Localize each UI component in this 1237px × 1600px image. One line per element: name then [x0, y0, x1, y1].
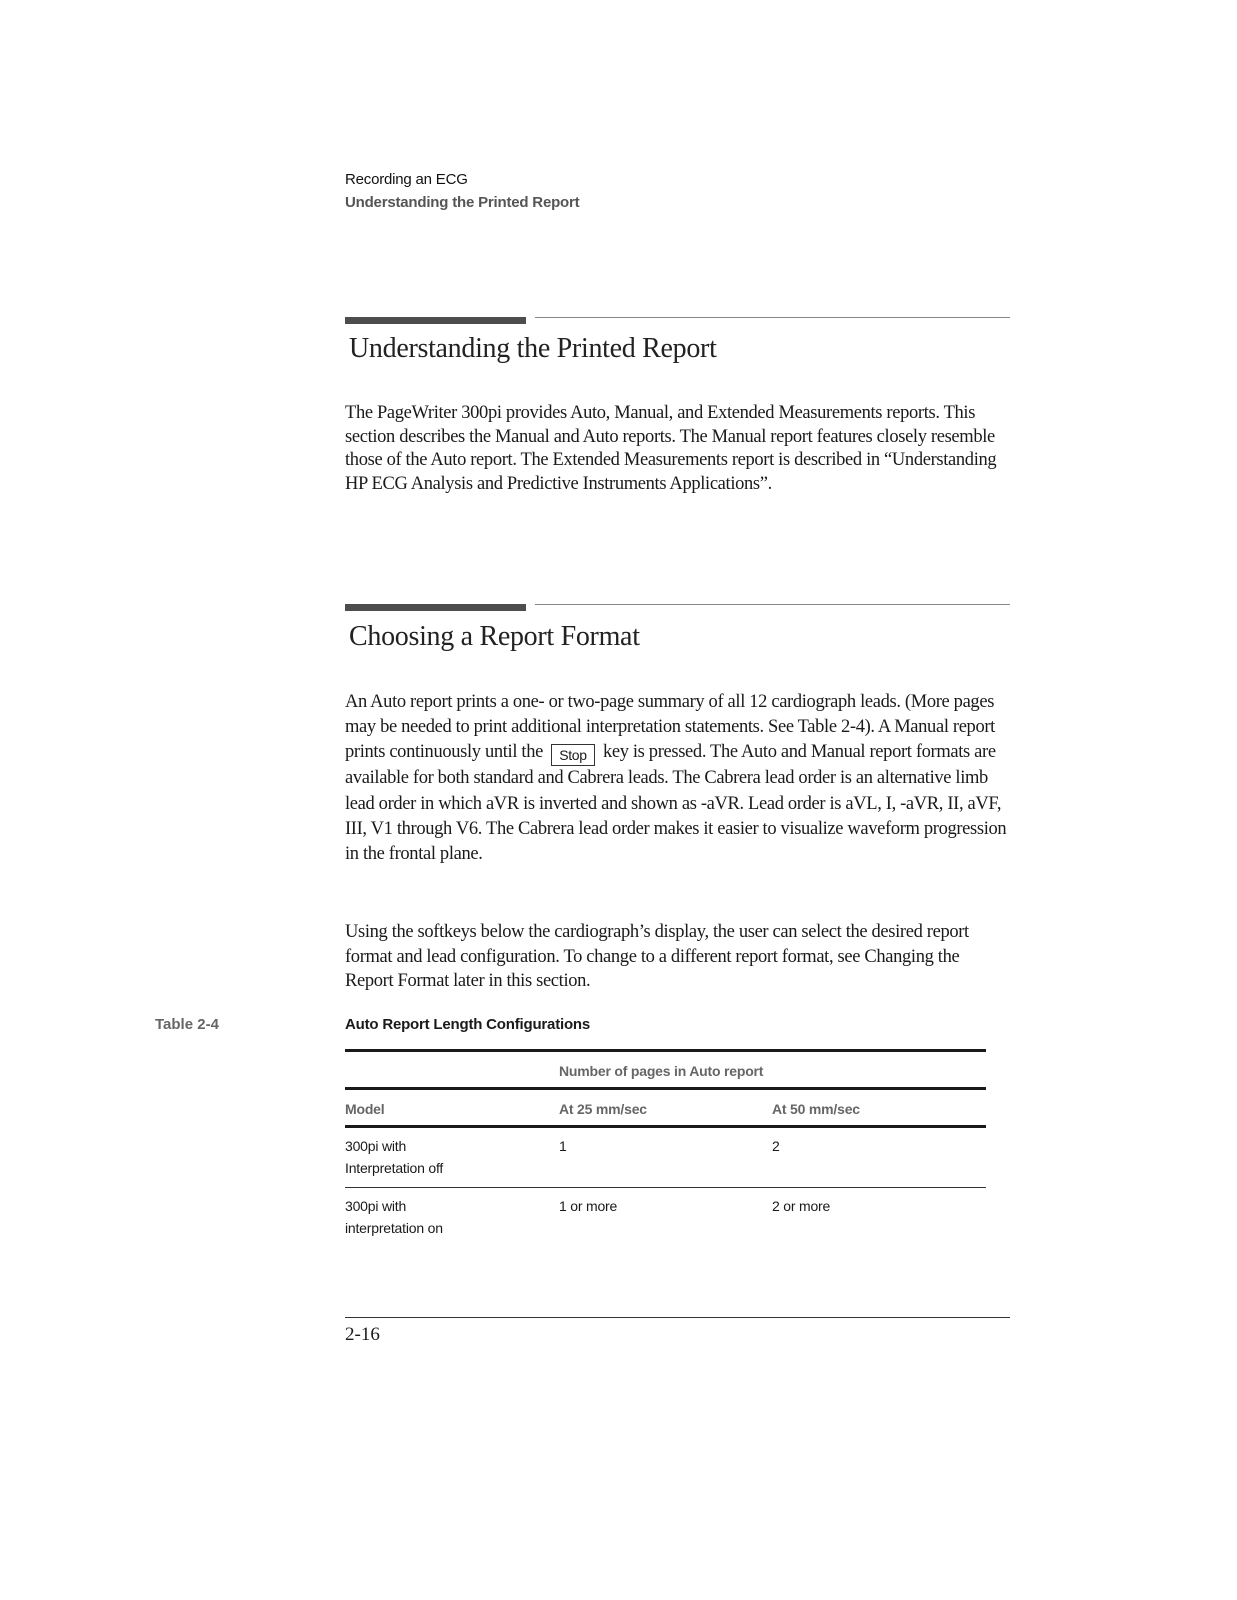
- table-cell-at25: 1: [559, 1138, 567, 1154]
- section-divider-thick: [345, 317, 526, 324]
- section-divider: [345, 604, 1010, 612]
- model-line: 300pi with: [345, 1198, 407, 1214]
- section-divider-thick: [345, 604, 526, 611]
- table-group-header: Number of pages in Auto report: [559, 1063, 764, 1079]
- table-cell-model: [345, 1195, 559, 1239]
- section2-paragraph1: [345, 690, 1010, 867]
- stop-key: Stop: [551, 744, 594, 766]
- table-cell-at50: 2: [772, 1138, 780, 1154]
- table-group-header-row: [345, 1052, 986, 1087]
- section1-paragraph: The PageWriter 300pi provides Auto, Manual, and Extended Measurements reports. This section describes the Manual and Auto reports. The Manual report features closely resemble those of the Auto report. The Extended Measurements report is described in “Understanding HP ECG Analysis and Predictive Instruments Applications”.: [345, 403, 997, 494]
- section-divider-thin: [535, 604, 1010, 605]
- section-title-choosing: Choosing a Report Format: [349, 621, 640, 652]
- section2-paragraph2: Using the softkeys below the cardiograph’s display, the user can select the desired report format and lead configuration. To change to a different report format, see Changing the Report Format later in this section.: [345, 922, 969, 992]
- section-divider: [345, 317, 1010, 325]
- table-caption: Auto Report Length Configurations: [345, 1016, 591, 1033]
- table-column-header: At 25 mm/sec: [559, 1101, 647, 1117]
- section-divider-thin: [535, 317, 1010, 318]
- footer-rule: [345, 1317, 1010, 1318]
- table-column-header: Model: [345, 1101, 385, 1117]
- table-header-row: [345, 1090, 986, 1125]
- running-head-section: Understanding the Printed Report: [345, 194, 580, 211]
- table-label: Table 2-4: [155, 1016, 219, 1033]
- paragraph-text-before-key: An Auto report prints a one- or two-page summary of all 12 cardiograph leads. (More pages may be needed to print additional interpretation statements. See Table 2-4). A Manual report prints continuously until the: [345, 692, 995, 763]
- model-line: Interpretation off: [345, 1160, 444, 1176]
- table-row: [345, 1128, 986, 1187]
- running-head-chapter: Recording an ECG: [345, 171, 468, 188]
- auto-report-length-table: [345, 1049, 986, 1247]
- table-column-header: At 50 mm/sec: [772, 1101, 860, 1117]
- table-cell-at25: 1 or more: [559, 1198, 618, 1214]
- table-cell-model: [345, 1135, 559, 1179]
- model-line: 300pi with: [345, 1138, 407, 1154]
- model-line: interpretation on: [345, 1220, 443, 1236]
- section-title-understanding: Understanding the Printed Report: [349, 333, 717, 364]
- page-number: 2-16: [345, 1324, 380, 1345]
- paragraph-text-after-key: key is pressed. The Auto and Manual report formats are available for both standard and Cabrera leads. The Cabrera lead order is an alternative limb lead order in which aVR is inverted and shown as -aVR. Lead order is aVL, I, -aVR, II, aVF, III, V1 through V6. The Cabrera lead order makes it easier to visualize waveform progression in the frontal plane.: [345, 742, 1007, 865]
- table-cell-at50: 2 or more: [772, 1198, 831, 1214]
- table-row: [345, 1188, 986, 1247]
- running-head: [345, 168, 579, 214]
